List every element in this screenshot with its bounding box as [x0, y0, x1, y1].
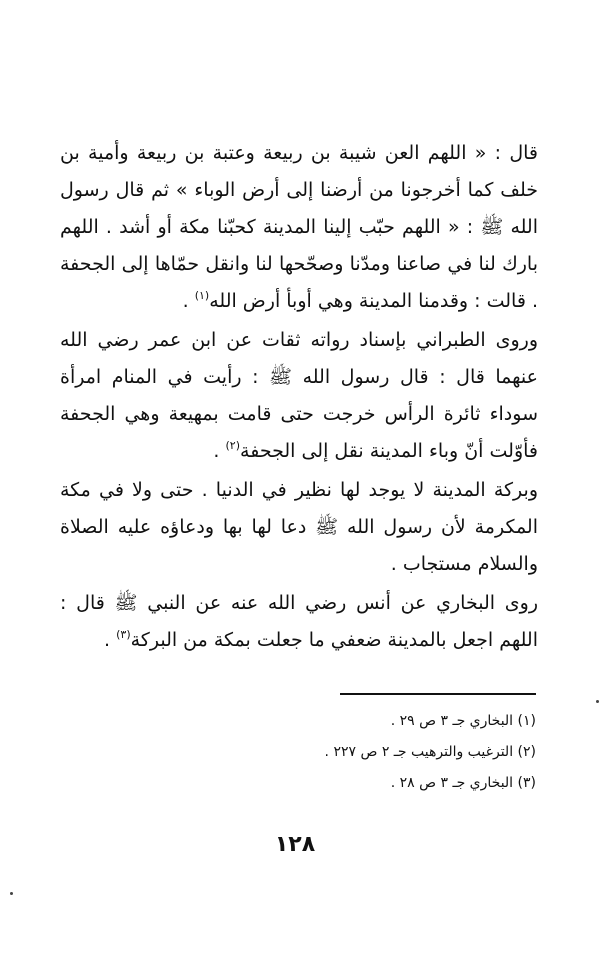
footnote-ref-1: (١)	[194, 288, 210, 302]
paragraph-4	[60, 585, 538, 659]
paragraph-1	[60, 135, 538, 320]
scan-speck	[10, 892, 13, 895]
footnote-ref-3: (٣)	[116, 627, 131, 641]
footnote-2: (٢) الترغيب والترهيب جـ ٢ ص ٢٢٧ .	[324, 744, 536, 760]
paragraph-text: وروى الطبراني بإسناد رواته ثقات عن ابن عمر رضي الله عنهما قال : قال رسول الله ﷺ : رأيت في المنام امرأة سوداء ثائرة الرأس خرجت حتى قامت بمهيعة وهي الجحفة فأوّلت أنّ وباء المدينة نقل إلى الجحفة	[60, 329, 538, 462]
footnote-ref-2: (٢)	[225, 438, 241, 452]
paragraph-tail: .	[213, 440, 226, 462]
paragraph-tail: .	[182, 290, 195, 312]
paragraph-2	[60, 322, 538, 470]
paragraph-tail: .	[104, 629, 117, 651]
paragraph-text: روى البخاري عن أنس رضي الله عنه عن النبي ﷺ قال : اللهم اجعل بالمدينة ضعفي ما جعلت بمكة من البركة	[60, 592, 538, 651]
footnotes	[60, 706, 536, 799]
main-text	[60, 135, 538, 659]
page-number: ١٢٨	[274, 832, 316, 857]
scan-speck	[596, 700, 599, 703]
paragraph-3	[60, 472, 538, 583]
paragraph-text: قال : « اللهم العن شيبة بن ربيعة وعتبة بن ربيعة وأمية بن خلف كما أخرجونا من أرضنا إلى أرض الوباء » ثم قال رسول الله ﷺ : « اللهم حبّب إلينا المدينة كحبّنا مكة أو أشد . اللهم بارك لنا في صاعنا ومدّنا وصحّحها لنا وانقل حمّاها إلى الجحفة . قالت : وقدمنا المدينة وهي أوبأ أرض الله	[60, 142, 538, 312]
footnote-1: (١) البخاري جـ ٣ ص ٢٩ .	[390, 713, 536, 729]
footnote-3: (٣) البخاري جـ ٣ ص ٢٨ .	[390, 775, 536, 791]
footnote-separator	[340, 693, 536, 695]
paragraph-text: وبركة المدينة لا يوجد لها نظير في الدنيا . حتى ولا في مكة المكرمة لأن رسول الله ﷺ دعا لها بها ودعاؤه عليه الصلاة والسلام مستجاب .	[60, 479, 538, 575]
